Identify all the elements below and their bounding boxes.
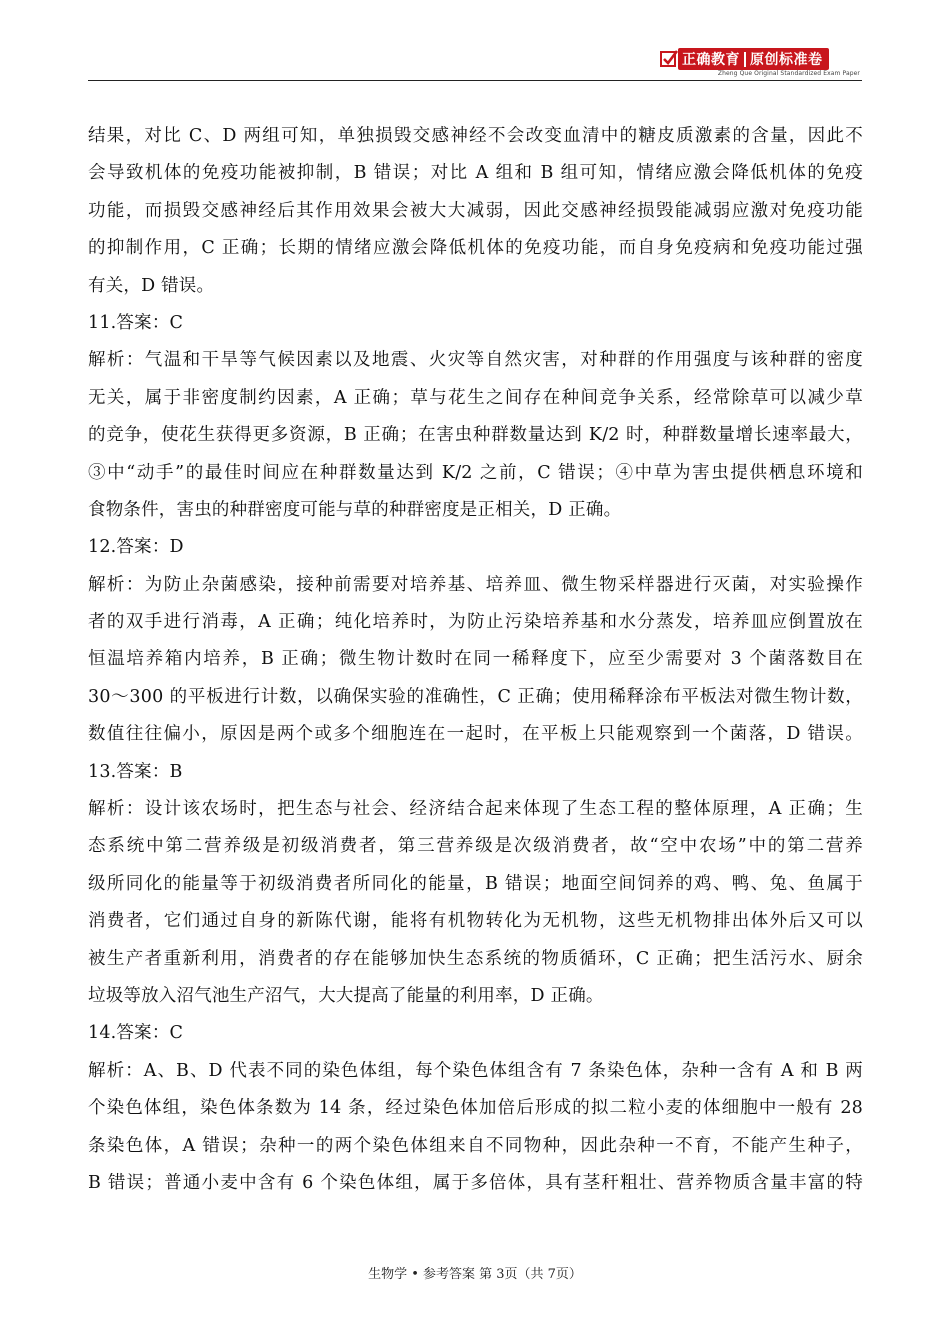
text-line: 解析：为防止杂菌感染，接种前需要对培养基、培养皿、微生物采样器进行灭菌，对实验操作	[88, 574, 863, 595]
text-line: 级所同化的能量等于初级消费者所同化的能量，B 错误；地面空间饲养的鸡、鸭、兔、鱼属于	[88, 873, 863, 894]
text-line: 恒温培养箱内培养，B 正确；微生物计数时在同一稀释度下，应至少需要对 3 个菌落数目在	[88, 649, 863, 670]
text-line: 会导致机体的免疫功能被抑制，B 错误；对比 A 组和 B 组可知，情绪应激会降低机体的免疫	[88, 163, 863, 184]
text-line: 解析：设计该农场时，把生态与社会、经济结合起来体现了生态工程的整体原理，A 正确；生	[88, 799, 863, 820]
text-line: 结果，对比 C、D 两组可知，单独损毁交感神经不会改变血清中的糖皮质激素的含量，因此不	[88, 126, 863, 146]
brand-tagline: Zheng Que Original Standardized Exam Paper	[717, 70, 860, 77]
brand-separator	[744, 52, 746, 67]
text-line: 数值往往偏小，原因是两个或多个细胞连在一起时，在平板上只能观察到一个菌落，D 错误。	[88, 724, 863, 745]
text-line: 的抑制作用，C 正确；长期的情绪应激会降低机体的免疫功能，而自身免疫病和免疫功能过强	[88, 238, 863, 259]
answer-heading-11: 11.答案：C	[88, 312, 184, 333]
text-line: 无关，属于非密度制约因素，A 正确；草与花生之间存在种间竞争关系，经常除草可以减少草	[88, 387, 863, 408]
text-line: ③中“动手”的最佳时间应在种群数量达到 K/2 之前，C 错误；④中草为害虫提供栖息环境和	[88, 462, 863, 483]
checkmark-icon	[660, 50, 678, 68]
text-line: 30～300 的平板进行计数，以确保实验的准确性，C 正确；使用稀释涂布平板法对微生物计数，	[88, 686, 863, 707]
text-line: 者的双手进行消毒，A 正确；纯化培养时，为防止污染培养基和水分蒸发，培养皿应倒置放在	[88, 612, 863, 633]
header-rule	[88, 80, 862, 81]
brand-badge	[678, 48, 829, 70]
text-line: 解析：气温和干旱等气候因素以及地震、火灾等自然灾害，对种群的作用强度与该种群的密度	[88, 350, 863, 371]
page-footer: 生物学 • 参考答案 第 3页（共 7页）	[368, 1267, 582, 1282]
answer-heading-14: 14.答案：C	[88, 1023, 184, 1044]
brand-name: 正确教育	[682, 52, 740, 68]
text-line: 态系统中第二营养级是初级消费者，第三营养级是次级消费者，故“空中农场”中的第二营养	[88, 836, 863, 857]
text-line: 食物条件，害虫的种群密度可能与草的种群密度是正相关，D 正确。	[88, 499, 622, 520]
text-line: 解析：A、B、D 代表不同的染色体组，每个染色体组含有 7 条染色体，杂种一含有 A 和 B 两	[88, 1060, 863, 1081]
brand-subtitle: 原创标准卷	[750, 52, 823, 68]
text-line: B 错误；普通小麦中含有 6 个染色体组，属于多倍体，具有茎秆粗壮、营养物质含量丰富的特	[88, 1172, 863, 1193]
text-line: 被生产者重新利用，消费者的存在能够加快生态系统的物质循环，C 正确；把生活污水、厨余	[88, 948, 863, 969]
text-line: 条染色体，A 错误；杂种一的两个染色体组来自不同物种，因此杂种一不育，不能产生种子，	[88, 1135, 863, 1156]
text-line: 个染色体组，染色体条数为 14 条，经过染色体加倍后形成的拟二粒小麦的体细胞中一般有 28	[88, 1098, 863, 1119]
brand-logo	[660, 48, 860, 80]
answer-heading-12: 12.答案：D	[88, 537, 184, 558]
text-line: 有关，D 错误。	[88, 275, 215, 296]
text-line: 垃圾等放入沼气池生产沼气，大大提高了能量的利用率，D 正确。	[88, 985, 604, 1006]
answer-heading-13: 13.答案：B	[88, 761, 183, 782]
text-line: 的竞争，使花生获得更多资源，B 正确；在害虫种群数量达到 K/2 时，种群数量增长速率最大，	[88, 425, 863, 446]
answer-content	[88, 118, 863, 1202]
text-line: 消费者，它们通过自身的新陈代谢，能将有机物转化为无机物，这些无机物排出体外后又可以	[88, 911, 863, 932]
text-line: 功能，而损毁交感神经后其作用效果会被大大减弱，因此交感神经损毁能减弱应激对免疫功能	[88, 200, 863, 221]
